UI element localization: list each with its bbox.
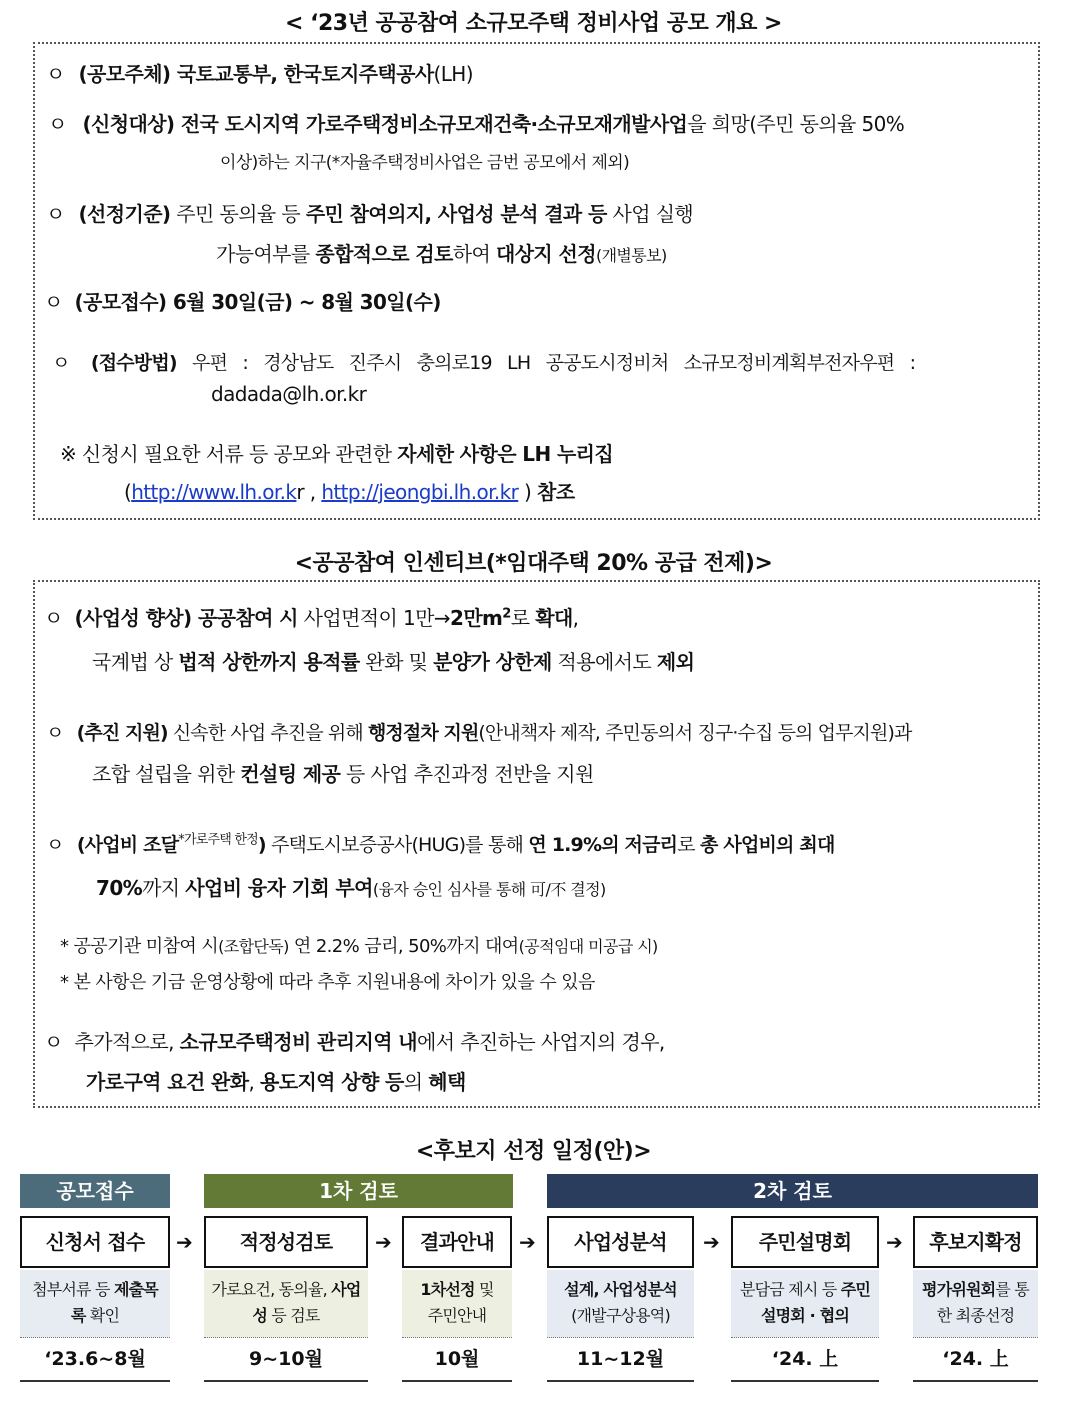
profit-sup: 2	[502, 606, 511, 622]
footnote-1-text: * 공공기관 미참여 시	[60, 936, 219, 957]
desc-text: 등 검토	[267, 1306, 320, 1325]
footnote-1-text-2: 연 2.2% 금리, 50%까지 대여	[288, 936, 519, 957]
support-text-4: 등 사업 추진과정 전반을 지원	[340, 762, 594, 786]
date-application: ‘23.6~8월	[20, 1344, 170, 1382]
overview-links	[124, 476, 574, 505]
desc-candidate-confirm	[913, 1270, 1038, 1338]
desc-application	[20, 1270, 170, 1338]
criteria-bold-3: 대상지 선정	[495, 242, 596, 266]
extra-bold: 소규모주택정비 관리지역 내	[179, 1030, 417, 1054]
extra-text-2: 에서 추진하는 사업지의 경우,	[417, 1030, 665, 1054]
desc-bold: 제출목	[113, 1280, 158, 1299]
method-label: (접수방법)	[90, 352, 177, 374]
links-sep: r ,	[296, 480, 322, 504]
extra-continuation	[86, 1066, 466, 1095]
links-ref: 참조	[536, 480, 575, 504]
overview-title: < ‘23년 공공참여 소규모주택 정비사업 공모 개요 >	[285, 11, 782, 36]
profit-continuation	[92, 646, 694, 675]
target-consent: 을 희망(주민 동의율 50%	[687, 112, 905, 136]
desc-text: 및	[474, 1280, 494, 1299]
support-text: 신속한 사업 추진을 위해	[167, 722, 368, 744]
funding-text-2: 로	[677, 834, 701, 856]
extra-comma: ,	[248, 1070, 261, 1094]
criteria-bold-2: 종합적으로 검토	[315, 242, 453, 266]
criteria-text-2: 사업 실행	[606, 202, 694, 226]
funding-bold-2: 총 사업비의 최대	[700, 834, 835, 856]
links-open: (	[124, 480, 132, 504]
bullet: ㅇ	[44, 606, 63, 630]
profit-text-4: 완화 및	[359, 650, 434, 674]
support-continuation	[92, 758, 594, 787]
profit-text-2: 로	[510, 606, 536, 630]
overview-item-period	[44, 286, 441, 315]
target-text: (신청대상) 전국 도시지역 가로주택정비소규모재건축·소규모재개발사업	[82, 112, 688, 136]
desc-text: 한 최종선정	[936, 1306, 1015, 1325]
desc-adequacy-review	[204, 1270, 368, 1338]
funding-label: (사업비 조달	[76, 834, 179, 856]
footnote-2: * 본 사항은 기금 운영상황에 따라 추후 지원내용에 차이가 있을 수 있음	[60, 972, 595, 993]
overview-item-target	[48, 108, 904, 137]
incentive-item-funding	[46, 830, 835, 857]
jeongbi-link[interactable]: http://jeongbi.lh.or.kr	[321, 480, 519, 504]
method-email: dadada@lh.or.kr	[211, 382, 367, 406]
incentive-item-extra	[44, 1026, 665, 1055]
criteria-label: (선정기준)	[78, 202, 171, 226]
arrow-right-icon: ➔	[886, 1230, 903, 1254]
footnote-1-paren-2: (공적임대 미공급 시)	[518, 937, 658, 956]
bullet: ㅇ	[44, 290, 63, 314]
profit-comma: ,	[572, 606, 579, 630]
extra-text: 추가적으로,	[74, 1030, 180, 1054]
overview-item-method	[52, 348, 915, 375]
method-text: 우편 : 경상남도 진주시 충의로19 LH 공공도시정비처 소규모정비계획부전자우편 :	[176, 352, 916, 374]
note-bold: 자세한 사항은 LH 누리집	[397, 442, 614, 466]
funding-sup: *가로주택 한정	[178, 832, 258, 848]
funding-text: 주택도시보증공사(HUG)를 통해	[265, 834, 529, 856]
arrow-right-icon: ➔	[375, 1230, 392, 1254]
lh-homepage-link[interactable]: http://www.lh.or.k	[131, 480, 297, 504]
profit-text-3: 국계법 상	[92, 650, 179, 674]
criteria-text-3: 가능여부를	[216, 242, 316, 266]
funding-bold: 연 1.9%의 저금리	[528, 834, 678, 856]
incentive-item-support	[46, 718, 911, 745]
organizer-lh: (LH)	[433, 62, 473, 86]
desc-bold: 설계, 사업성분석	[564, 1280, 677, 1299]
desc-bold: 설명회 · 협의	[760, 1306, 850, 1325]
bullet: ㅇ	[46, 722, 64, 744]
criteria-continuation	[216, 238, 667, 267]
funding-text-3: 까지	[142, 876, 186, 900]
support-text-3: 조합 설립을 위한	[92, 762, 241, 786]
desc-bold: 1차선정	[420, 1280, 475, 1299]
desc-text: 분담금 제시 등	[739, 1280, 841, 1299]
support-label: (추진 지원)	[76, 722, 168, 744]
phase-bar-application: 공모접수	[20, 1174, 170, 1208]
criteria-text-4: 하여	[452, 242, 496, 266]
desc-text: 확인	[85, 1306, 120, 1325]
step-result-notice: 결과안내	[402, 1216, 512, 1268]
extra-bold-3: 용도지역 상향 등	[260, 1070, 404, 1094]
profit-text-5: 적용에서도	[551, 650, 657, 674]
schedule-title: <후보지 선정 일정(안)>	[415, 1139, 652, 1164]
desc-text: 첨부서류 등	[32, 1280, 114, 1299]
extra-bold-2: 가로구역 요건 완화	[86, 1070, 249, 1094]
bullet: ㅇ	[52, 352, 70, 374]
funding-continuation	[96, 872, 606, 901]
profit-bold-2: 법적 상한까지 용적률	[178, 650, 360, 674]
step-candidate-confirm: 후보지확정	[913, 1216, 1038, 1268]
arrow-right-icon: ➔	[176, 1230, 193, 1254]
step-adequacy-review: 적정성검토	[204, 1216, 368, 1268]
footnote-1	[60, 932, 658, 958]
overview-item-organizer	[46, 58, 473, 87]
desc-result-notice	[402, 1270, 512, 1338]
desc-bold: 성	[252, 1306, 268, 1325]
desc-text: (개발구상용역)	[571, 1306, 670, 1325]
bullet: ㅇ	[46, 834, 64, 856]
period-text: (공모접수) 6월 30일(금) ~ 8월 30일(수)	[74, 290, 441, 314]
profit-bold: 확대	[535, 606, 573, 630]
support-bold: 행정절차 지원	[367, 722, 479, 744]
step-feasibility-analysis: 사업성분석	[547, 1216, 694, 1268]
target-continuation: 이상)하는 지구(*자율주택정비사업은 금번 공모에서 제외)	[220, 153, 630, 173]
profit-area: 2만m	[450, 606, 503, 630]
desc-bold: 평가위원회	[922, 1280, 996, 1299]
date-feasibility-analysis: 11~12월	[547, 1344, 694, 1382]
footnote-1-paren: (조합단독)	[218, 937, 289, 956]
profit-bold-4: 제외	[656, 650, 695, 674]
funding-bold-3: 70%	[96, 876, 143, 900]
bullet: ㅇ	[46, 62, 65, 86]
desc-feasibility-analysis	[547, 1270, 694, 1338]
criteria-bold: 주민 참여의지, 사업성 분석 결과 등	[305, 202, 607, 226]
profit-label: (사업성 향상) 공공참여 시	[74, 606, 298, 630]
date-adequacy-review: 9~10월	[204, 1344, 368, 1382]
step-application: 신청서 접수	[20, 1216, 170, 1268]
overview-item-criteria	[46, 198, 693, 227]
funding-approval: (융자 승인 심사를 통해 可/不 결정)	[372, 880, 606, 899]
step-resident-briefing: 주민설명회	[731, 1216, 879, 1268]
criteria-notice: (개별통보)	[595, 246, 667, 265]
date-resident-briefing: ‘24. 上	[731, 1344, 879, 1382]
funding-paren: )	[257, 834, 266, 856]
overview-note	[60, 438, 613, 467]
organizer-text: (공모주체) 국토교통부, 한국토지주택공사	[78, 62, 434, 86]
extra-bold-4: 혜택	[428, 1070, 466, 1094]
bullet: ㅇ	[44, 1030, 63, 1054]
profit-text: 사업면적이 1만→	[297, 606, 450, 630]
desc-bold: 사업	[331, 1280, 361, 1299]
incentive-item-profit	[44, 602, 578, 631]
desc-bold: 주민	[840, 1280, 871, 1299]
date-candidate-confirm: ‘24. 上	[913, 1344, 1038, 1382]
arrow-right-icon: ➔	[519, 1230, 536, 1254]
bullet: ㅇ	[48, 112, 67, 136]
profit-bold-3: 분양가 상한제	[433, 650, 552, 674]
date-result-notice: 10월	[402, 1344, 512, 1382]
desc-text: 를 통	[995, 1280, 1029, 1299]
arrow-right-icon: ➔	[703, 1230, 720, 1254]
links-close: )	[518, 480, 537, 504]
note-text: ※ 신청시 필요한 서류 등 공모와 관련한	[60, 442, 398, 466]
phase-bar-first-review: 1차 검토	[204, 1174, 513, 1208]
support-bold-2: 컨설팅 제공	[240, 762, 341, 786]
desc-text: 주민안내	[427, 1306, 487, 1325]
incentive-title: <공공참여 인센티브(*임대주택 20% 공급 전제)>	[294, 551, 773, 576]
phase-bar-second-review: 2차 검토	[547, 1174, 1038, 1208]
extra-text-3: 의	[403, 1070, 429, 1094]
desc-resident-briefing	[731, 1270, 879, 1338]
desc-bold: 록	[70, 1306, 86, 1325]
bullet: ㅇ	[46, 202, 65, 226]
desc-text: 가로요건, 동의율,	[211, 1280, 332, 1299]
criteria-text: 주민 동의율 등	[170, 202, 306, 226]
funding-bold-4: 사업비 융자 기회 부여	[185, 876, 373, 900]
support-text-2: (안내책자 제작, 주민동의서 징구·수집 등의 업무지원)과	[478, 722, 912, 744]
